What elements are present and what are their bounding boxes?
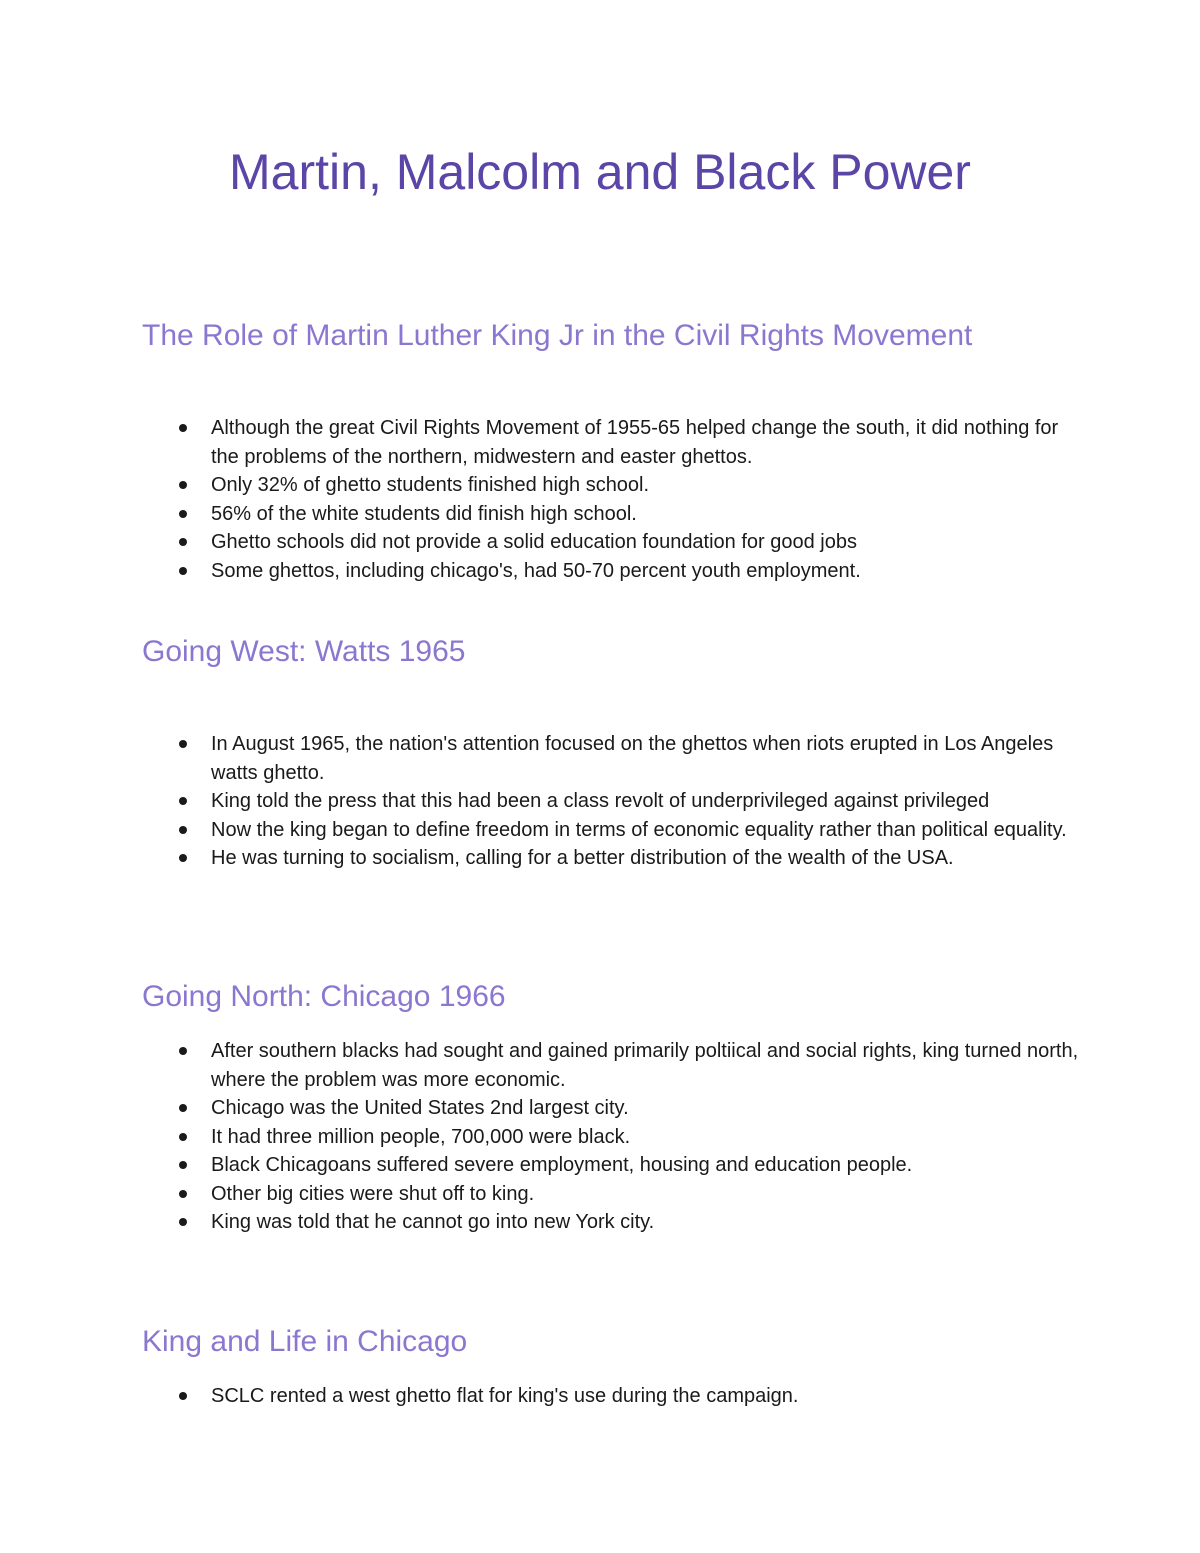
list-item	[142, 1123, 1082, 1152]
list-item-text: Only 32% of ghetto students finished high school.	[211, 474, 650, 496]
bullet-dot-icon	[179, 1190, 187, 1198]
list-item-text: Although the great Civil Rights Movement of 1955-65 helped change the south, it did nothing for the problems of the northern, midwestern and easter ghettos.	[211, 417, 1059, 468]
bullet-dot-icon	[179, 1218, 187, 1226]
list-item-text: 56% of the white students did finish high school.	[211, 502, 637, 525]
list-item	[142, 1151, 1082, 1180]
bullet-dot-icon	[179, 797, 187, 805]
bullet-dot-icon	[179, 1133, 187, 1141]
section-heading: The Role of Martin Luther King Jr in the Civil Rights Movement	[142, 319, 973, 352]
list-item-text: After southern blacks had sought and gained primarily poltiical and social rights, king turned north, where the problem was more economic.	[211, 1040, 1079, 1091]
section-king-chicago-life	[142, 1322, 1082, 1411]
section-mlk-role	[142, 316, 1082, 585]
bullet-dot-icon	[179, 567, 187, 575]
list-item	[142, 500, 1082, 529]
bullet-dot-icon	[179, 424, 187, 432]
section-heading: Going West: Watts 1965	[142, 635, 466, 668]
list-item	[142, 730, 1082, 787]
list-item	[142, 816, 1082, 845]
list-item	[142, 787, 1082, 816]
list-item	[142, 471, 1082, 500]
bullet-dot-icon	[179, 1392, 187, 1400]
list-item-text: Other big cities were shut off to king.	[211, 1182, 535, 1205]
bullet-dot-icon	[179, 1161, 187, 1169]
section-heading: Going North: Chicago 1966	[142, 980, 506, 1013]
list-item-text: King told the press that this had been a class revolt of underprivileged against privileged	[211, 790, 990, 812]
list-item	[142, 1094, 1082, 1123]
bullet-dot-icon	[179, 1047, 187, 1055]
list-item-text: It had three million people, 700,000 were black.	[211, 1125, 631, 1148]
list-item	[142, 1180, 1082, 1209]
list-item-text: SCLC rented a west ghetto flat for king's use during the campaign.	[211, 1385, 799, 1407]
list-item-text: Some ghettos, including chicago's, had 50-70 percent youth employment.	[211, 559, 861, 582]
bullet-list	[142, 1037, 1082, 1237]
document-title: Martin, Malcolm and Black Power	[229, 144, 971, 200]
bullet-dot-icon	[179, 1104, 187, 1112]
list-item-text: He was turning to socialism, calling for a better distribution of the wealth of the USA.	[211, 847, 954, 869]
list-item-text: Black Chicagoans suffered severe employment, housing and education people.	[211, 1154, 913, 1176]
list-item-text: Chicago was the United States 2nd largest city.	[211, 1097, 629, 1119]
list-item	[142, 528, 1082, 557]
bullet-dot-icon	[179, 854, 187, 862]
list-item-text: Now the king began to define freedom in terms of economic equality rather than political equality.	[211, 818, 1067, 841]
list-item	[142, 414, 1082, 471]
section-going-west	[142, 632, 1082, 873]
section-heading: King and Life in Chicago	[142, 1325, 468, 1358]
list-item	[142, 557, 1082, 586]
bullet-dot-icon	[179, 510, 187, 518]
bullet-dot-icon	[179, 481, 187, 489]
bullet-dot-icon	[179, 740, 187, 748]
list-item	[142, 1208, 1082, 1237]
list-item-text: King was told that he cannot go into new York city.	[211, 1211, 655, 1233]
list-item	[142, 1382, 1082, 1411]
bullet-dot-icon	[179, 826, 187, 834]
list-item-text: Ghetto schools did not provide a solid education foundation for good jobs	[211, 531, 857, 553]
bullet-dot-icon	[179, 538, 187, 546]
bullet-list	[142, 1382, 1082, 1411]
list-item	[142, 844, 1082, 873]
section-going-north	[142, 977, 1082, 1237]
list-item	[142, 1037, 1082, 1094]
bullet-list	[142, 730, 1082, 873]
bullet-list	[142, 414, 1082, 585]
list-item-text: In August 1965, the nation's attention focused on the ghettos when riots erupted in Los Angeles watts ghetto.	[211, 733, 1054, 784]
